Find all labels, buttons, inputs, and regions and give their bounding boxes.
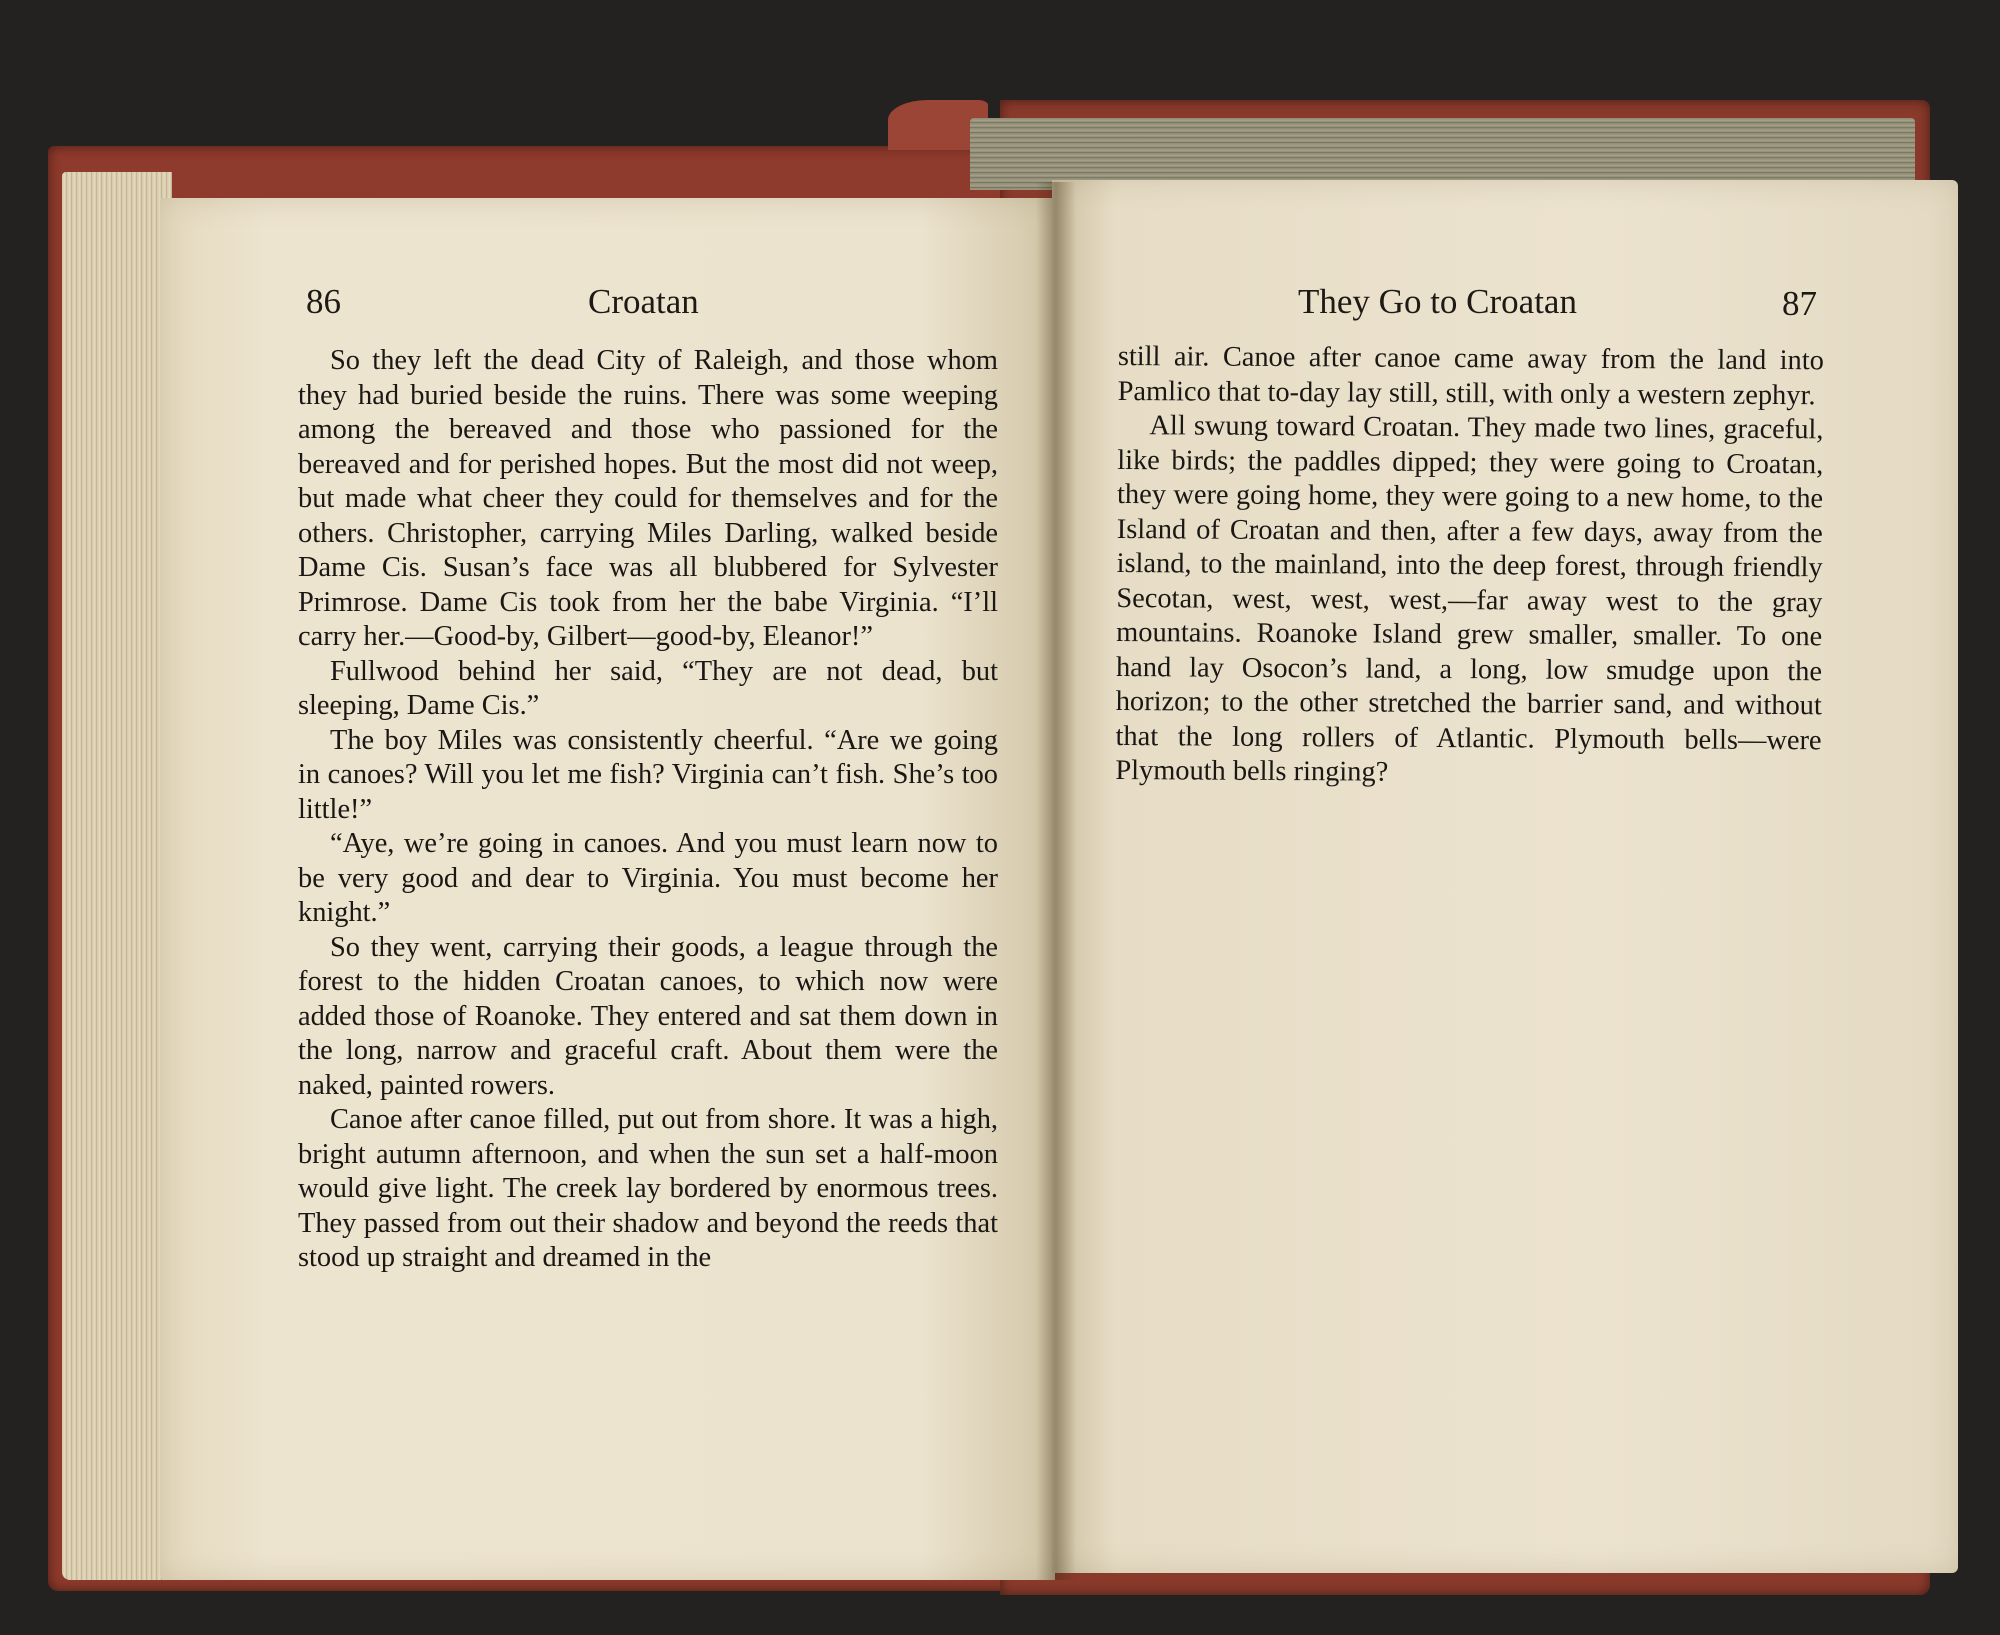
paragraph: Fullwood behind her said, “They are not dead, but sleeping, Dame Cis.”	[298, 655, 998, 721]
paragraph: still air. Canoe after canoe came away from the land into Pamlico that to-day lay still, still, with only a western zephyr.	[1117, 340, 1824, 411]
paragraph: Canoe after canoe filled, put out from shore. It was a high, bright autumn afternoon, and when the sun set a half-moon would give light. The creek lay bordered by enormous trees. They passed from out their shadow and beyond the reeds that stood up straight and dreamed in the	[298, 1104, 998, 1273]
page-block-edge-left	[62, 172, 172, 1580]
paragraph: The boy Miles was consistently cheerful. “Are we going in canoes? Will you let me fish? Virginia can’t fish. She’s too little!”	[298, 724, 998, 825]
paragraph: All swung toward Croatan. They made two lines, graceful, like birds; the paddles dipped; they were going to Croatan, they were going home, they were going to a new home, to the Island of Croatan and then, after a few days, away from the island, to the mainland, into the deep forest, through friendly Secotan, west, west, west,—far away west to the gray mountains. Roanoke Island grew smaller, smaller. To one hand lay Osocon’s land, a long, low smudge upon the horizon; to the other stretched the barrier sand, and without that the long rollers of Atlantic. Plymouth bells—were Plymouth bells ringing?	[1115, 410, 1824, 788]
left-page-number: 86	[306, 282, 341, 321]
right-running-title: They Go to Croatan	[1298, 282, 1577, 321]
right-page-number: 87	[1782, 284, 1817, 323]
paragraph: “Aye, we’re going in canoes. And you must learn now to be very good and dear to Virginia. You must become her knight.”	[298, 828, 998, 928]
right-page-text	[1115, 340, 1824, 793]
paragraph: So they left the dead City of Raleigh, and those whom they had buried beside the ruins. There was some weeping among the bereaved and those who passioned for the bereaved and for perished hopes. But the most did not weep, but made what cheer they could for themselves and for the others. Christopher, carrying Miles Darling, walked beside Dame Cis. Susan’s face was all blubbered for Sylvester Primrose. Dame Cis took from her the babe Virginia. “I’ll carry her.—Good-by, Gilbert—good-by, Eleanor!”	[298, 345, 998, 652]
left-page-text	[298, 344, 998, 1276]
left-running-title: Croatan	[588, 282, 699, 321]
book-gutter	[1036, 182, 1076, 1580]
paragraph: So they went, carrying their goods, a league through the forest to the hidden Croatan canoes, to which now were added those of Roanoke. They entered and sat them down in the long, narrow and graceful craft. About them were the naked, painted rowers.	[298, 931, 998, 1101]
